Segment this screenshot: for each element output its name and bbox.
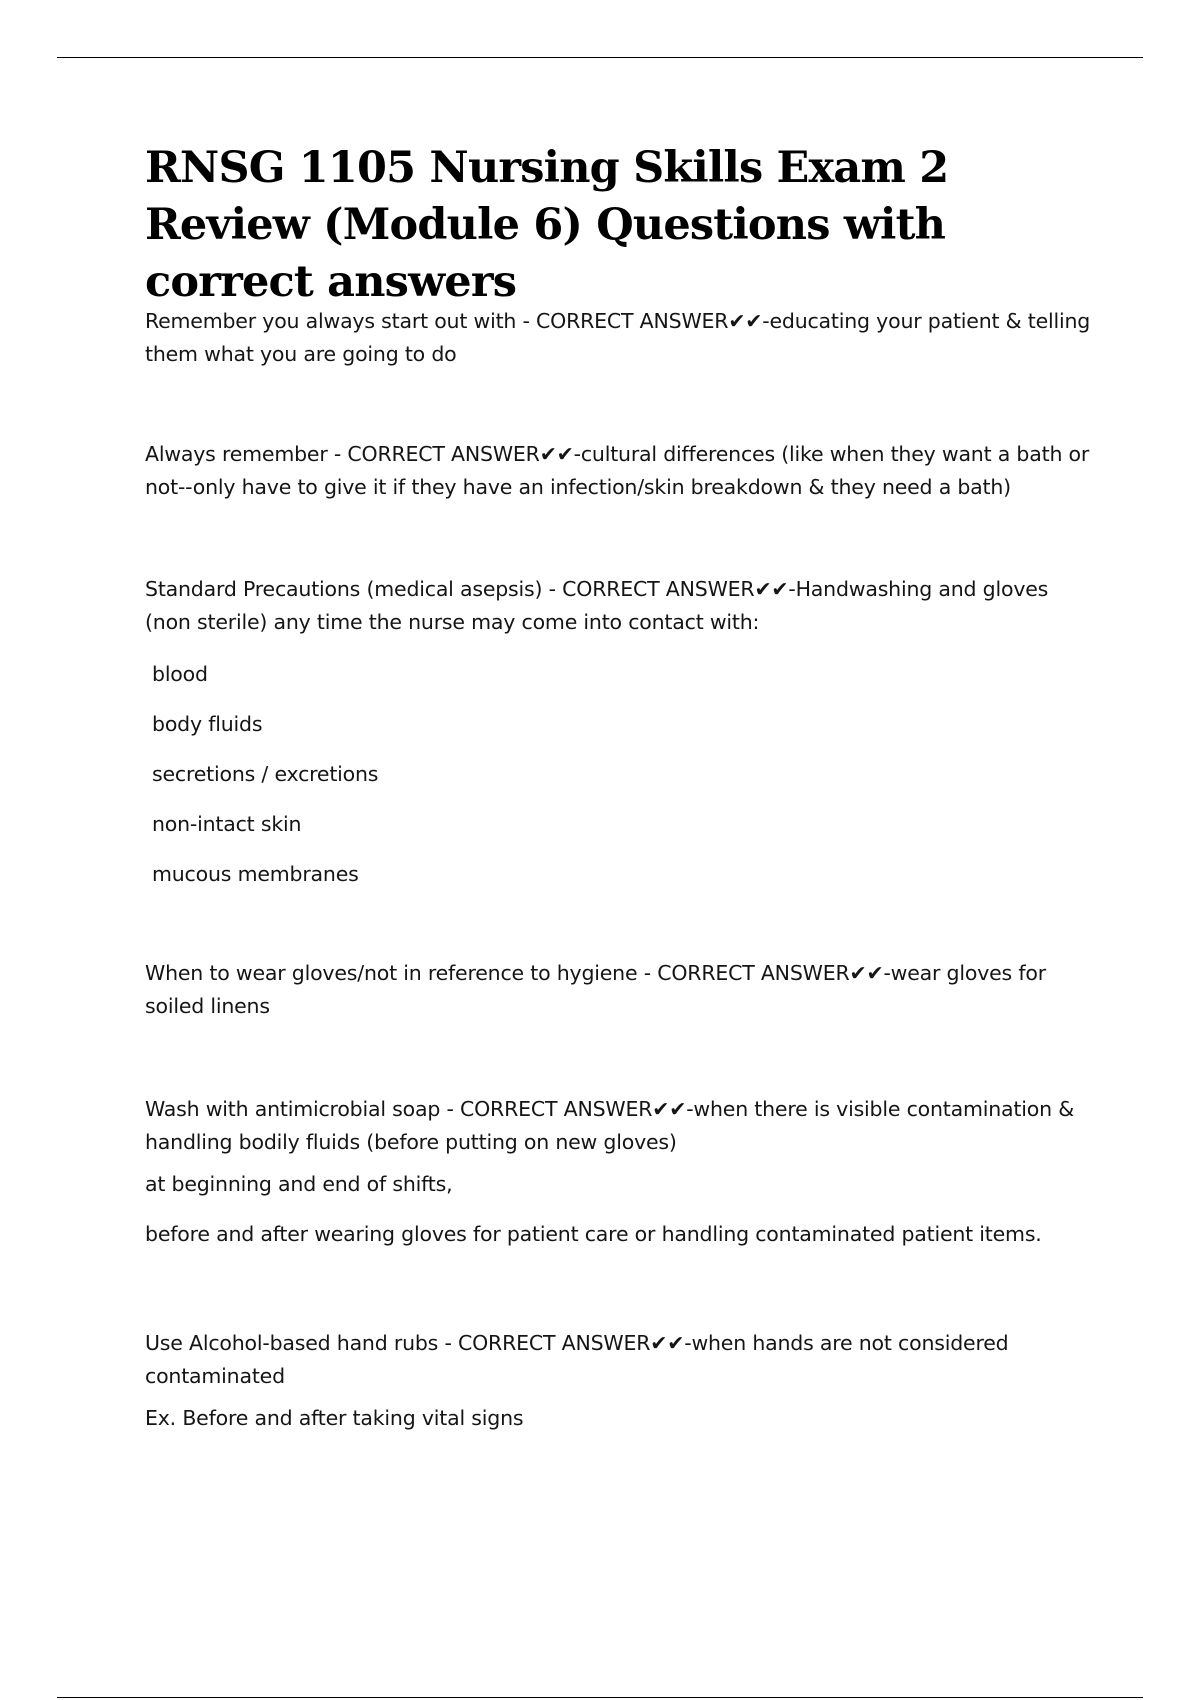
- detail-item: mucous membranes: [152, 862, 359, 886]
- correct-answer-marker: - CORRECT ANSWER✔✔-: [440, 1097, 694, 1121]
- question-text: Always remember: [145, 442, 328, 466]
- correct-answer-marker: - CORRECT ANSWER✔✔-: [516, 309, 770, 333]
- question-text: Remember you always start out with: [145, 309, 517, 333]
- qa-entry: [145, 957, 1095, 1023]
- detail-item: Ex. Before and after taking vital signs: [145, 1406, 524, 1430]
- correct-answer-marker: - CORRECT ANSWER✔✔-: [438, 1331, 692, 1355]
- correct-answer-marker: - CORRECT ANSWER✔✔-: [327, 442, 581, 466]
- question-text: Wash with antimicrobial soap: [145, 1097, 441, 1121]
- qa-entry: [145, 305, 1095, 371]
- answer-text: Handwashing and gloves (non sterile) any time the nurse may come into contact with:: [145, 577, 1049, 634]
- qa-entry: [145, 573, 1095, 899]
- header-rule: [57, 57, 1143, 58]
- answer-text: when hands are not considered contaminated: [145, 1331, 1009, 1388]
- detail-item: blood: [152, 662, 208, 686]
- qa-line: [145, 305, 1095, 371]
- detail-item: secretions / excretions: [152, 762, 379, 786]
- detail-item: before and after wearing gloves for patient care or handling contaminated patient items.: [145, 1222, 1042, 1246]
- question-text: When to wear gloves/not in reference to hygiene: [145, 961, 638, 985]
- footer-rule: [57, 1697, 1143, 1698]
- correct-answer-marker: - CORRECT ANSWER✔✔-: [637, 961, 891, 985]
- answer-text: when there is visible contamination & handling bodily fluids (before putting on new gloves): [145, 1097, 1074, 1154]
- qa-entry: [145, 438, 1095, 504]
- detail-item: non-intact skin: [152, 812, 302, 836]
- answer-text: educating your patient & telling them what you are going to do: [145, 309, 1091, 366]
- correct-answer-marker: - CORRECT ANSWER✔✔-: [542, 577, 796, 601]
- qa-entry: [145, 1327, 1095, 1443]
- qa-line: [145, 438, 1095, 504]
- qa-line: [145, 957, 1095, 1023]
- qa-line: [145, 1093, 1095, 1159]
- detail-item: at beginning and end of shifts,: [145, 1172, 453, 1196]
- question-text: Use Alcohol-based hand rubs: [145, 1331, 439, 1355]
- document-title: RNSG 1105 Nursing Skills Exam 2 Review (Module 6) Questions with correct answers: [145, 143, 949, 307]
- answer-text: wear gloves for soiled linens: [145, 961, 1046, 1018]
- qa-line: [145, 573, 1095, 639]
- qa-line: [145, 1327, 1095, 1393]
- question-text: Standard Precautions (medical asepsis): [145, 577, 543, 601]
- qa-entry: [145, 1093, 1095, 1259]
- answer-text: cultural differences (like when they want a bath or not--only have to give it if they have an infection/skin breakdown & they need a bath): [145, 442, 1090, 499]
- detail-item: body fluids: [152, 712, 263, 736]
